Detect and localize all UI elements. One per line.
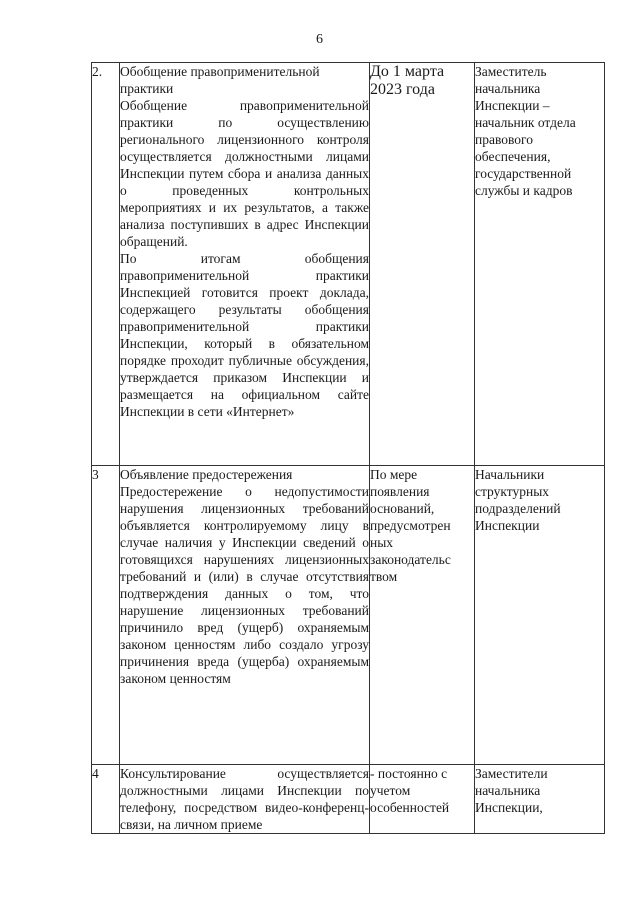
- activity-cell: [120, 765, 370, 834]
- activity-description: Обобщение правоприменительной практики по осуществлению регионального лицензионного контроля осуществляется должностными лицами Инспекции путем сбора и анализа данных о проведенных контрольных мероприятиях и их результатов, а также анализа поступивших в адрес Инспекции обращений.: [120, 98, 369, 249]
- responsible-cell: [475, 63, 605, 466]
- activity-description: По итогам обобщения правоприменительной практики Инспекцией готовится проект доклада, содержащего результаты обобщения правоприменительной практики Инспекции, который в обязательном порядке проходит публичные обсуждения, утверждается приказом Инспекции и размещается на официальном сайте Инспекции в сети «Интернет»: [120, 251, 369, 419]
- term-text: - постоянно с учетом особенностей: [370, 766, 450, 815]
- activity-cell: [120, 466, 370, 765]
- row-number: 2.: [92, 63, 120, 466]
- activity-description: Предостережение о недопустимости нарушения лицензионных требований объявляется контролируемому лицу в случае наличия у Инспекции сведений о готовящихся нарушениях лицензионных требований и (или) в случае отсутствия подтверждения данных о том, что нарушение лицензионных требований причинило вред (ущерб) охраняемым законом ценностям либо создало угрозу причинения вреда (ущерба) охраняемым законом ценностям: [120, 484, 369, 686]
- row-number: 3: [92, 466, 120, 765]
- activity-description: Консультирование осуществляется должностными лицами Инспекции по телефону, посредством видео-конференц-связи, на личном приеме: [120, 766, 369, 832]
- term-text: До 1 марта 2023 года: [370, 63, 445, 98]
- row-number: 4: [92, 765, 120, 834]
- activities-table: [91, 62, 605, 834]
- responsible-text: Заместители начальника Инспекции,: [475, 766, 548, 815]
- responsible-cell: [475, 765, 605, 834]
- term-text: По мере появления оснований, предусмотрен ных законодательс твом: [370, 467, 451, 584]
- activity-heading: Объявление предостережения: [120, 467, 293, 482]
- activity-heading: Обобщение правоприменительной практики: [120, 64, 320, 96]
- responsible-text: Заместитель начальника Инспекции – начальник отдела правового обеспечения, государственной службы и кадров: [475, 64, 576, 198]
- term-cell: [370, 765, 475, 834]
- table-row: [92, 466, 605, 765]
- table-row: [92, 63, 605, 466]
- term-cell: [370, 466, 475, 765]
- page-number: 6: [316, 32, 323, 47]
- responsible-cell: [475, 466, 605, 765]
- responsible-text: Начальники структурных подразделений Инспекции: [475, 467, 561, 533]
- activity-cell: [120, 63, 370, 466]
- table-row: [92, 765, 605, 834]
- term-cell: [370, 63, 475, 466]
